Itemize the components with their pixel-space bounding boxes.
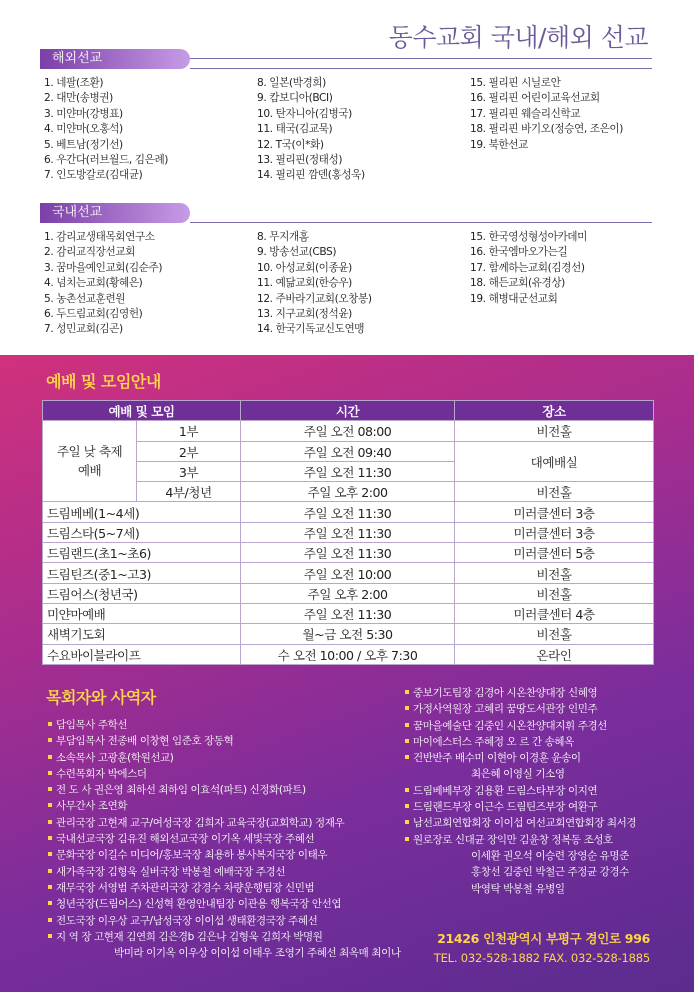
staff-row [405, 815, 636, 831]
table-row [43, 522, 654, 542]
table-row [43, 644, 654, 664]
bullet-icon [405, 755, 409, 759]
table-row [43, 603, 654, 623]
service-place: 미러클센터 3층 [455, 522, 654, 542]
church-phone-fax: TEL. 032-528-1882 FAX. 032-528-1885 [433, 951, 650, 965]
service-name: 드림어스(청년국) [43, 583, 241, 603]
overseas-list-col3 [470, 76, 623, 153]
list-item: 2. 대만(송병권) [44, 92, 113, 105]
staff-list-left [48, 717, 401, 961]
list-item: 6. 두드림교회(김영헌) [44, 307, 143, 320]
staff-entry: 지 역 장 고현재 김연희 김은경b 김은나 김형욱 김희자 박명원 [56, 930, 323, 943]
staff-entry: 드림랜드부장 이근수 드림틴즈부장 여환구 [413, 801, 598, 814]
list-item: 5. 농촌선교훈련원 [44, 292, 126, 305]
header-place: 장소 [455, 401, 654, 421]
bullet-icon [48, 722, 52, 726]
staff-title: 목회자와 사역자 [46, 688, 156, 707]
bullet-icon [405, 690, 409, 694]
overseas-list-col1 [44, 76, 168, 184]
list-item: 14. 한국기독교신도연맹 [257, 323, 365, 336]
staff-row [405, 864, 636, 880]
service-place: 미러클센터 5층 [455, 543, 654, 563]
staff-row [405, 799, 636, 815]
list-item: 9. 캄보디아(BCI) [257, 92, 333, 105]
staff-entry: 마이에스터스 주혜정 오 르 간 송혜옥 [413, 735, 574, 748]
staff-entry: 중보기도팀장 김경아 시온찬양대장 신혜영 [413, 687, 598, 699]
staff-row [48, 847, 401, 863]
service-time: 주일 오전 10:00 [241, 563, 455, 583]
list-item: 2. 감리교직장선교회 [44, 246, 135, 259]
staff-entry: 새가족국장 김형욱 실버국장 박봉철 예배국장 주경선 [56, 865, 286, 878]
service-time: 주일 오전 11:30 [241, 603, 455, 623]
staff-row [48, 782, 401, 798]
service-time: 주일 오전 11:30 [241, 522, 455, 542]
staff-entry: 전도국장 이우상 교구/남성국장 이이섭 생태환경국장 주혜선 [56, 914, 318, 927]
staff-entry: 국내선교국장 김유진 해외선교국장 이기옥 세빛국장 주혜선 [56, 833, 315, 846]
list-item: 8. 무지개홈 [257, 231, 309, 243]
staff-entry: 홍창선 김중인 박철근 주정균 강경수 [471, 866, 629, 879]
staff-entry: 관리국장 고현재 교구/여성국장 김희자 교육국장(교회학교) 정재우 [56, 816, 345, 829]
table-row [43, 502, 654, 522]
list-item: 19. 북한선교 [470, 138, 528, 151]
domestic-label: 국내선교 [40, 203, 190, 223]
service-time: 주일 오후 2:00 [241, 482, 455, 502]
bullet-icon [48, 934, 52, 938]
service-part: 2부 [137, 441, 241, 461]
header-service: 예배 및 모임 [43, 401, 241, 421]
domestic-list-col1 [44, 230, 162, 338]
service-place: 미러클센터 3층 [455, 502, 654, 522]
service-name: 수요바이블라이프 [43, 644, 241, 664]
overseas-divider [190, 68, 652, 69]
service-place: 비전홀 [455, 624, 654, 644]
staff-entry: 전 도 사 권은영 최하선 최하임 이효석(파트) 신정화(파트) [56, 784, 306, 797]
staff-entry: 건반반주 배수미 이현아 이경훈 윤송이 [413, 752, 581, 765]
worship-title: 예배 및 모임안내 [46, 372, 161, 391]
service-place: 미러클센터 4층 [455, 603, 654, 623]
list-item: 1. 네팔(조환) [44, 77, 104, 89]
staff-row [48, 766, 401, 782]
staff-row [48, 913, 401, 929]
list-item: 16. 필리핀 어린이교육선교회 [470, 92, 600, 105]
staff-entry: 꿈마을예술단 김중인 시온찬양대지휘 주경선 [413, 719, 607, 732]
service-place: 비전홀 [455, 421, 654, 441]
staff-entry: 부담임목사 전종배 이창현 임준호 장동혁 [56, 735, 234, 748]
staff-row [48, 896, 401, 912]
bullet-icon [405, 820, 409, 824]
list-item: 15. 필리핀 시닐로안 [470, 77, 561, 89]
list-item: 10. 아성교회(이종윤) [257, 261, 352, 274]
list-item: 4. 미얀마(오홍석) [44, 123, 123, 136]
staff-row [48, 815, 401, 831]
bullet-icon [405, 739, 409, 743]
domestic-list-col3 [470, 230, 587, 307]
table-row [43, 583, 654, 603]
service-time: 주일 오전 11:30 [241, 502, 455, 522]
staff-row [48, 717, 401, 733]
staff-entry: 수련목회자 박에스더 [56, 767, 147, 780]
bullet-icon [48, 901, 52, 905]
sunday-service-group: 주일 낮 축제 예배 [43, 421, 137, 502]
list-item: 14. 필리핀 깜덴(홍성욱) [257, 169, 365, 182]
list-item: 7. 인도방갈로(김대균) [44, 169, 143, 182]
table-row [43, 563, 654, 583]
service-time: 월~금 오전 5:30 [241, 624, 455, 644]
service-name: 드림랜드(초1~초6) [43, 543, 241, 563]
service-part: 3부 [137, 461, 241, 481]
list-item: 8. 일본(박경희) [257, 77, 326, 89]
service-place: 온라인 [455, 644, 654, 664]
service-name: 새벽기도회 [43, 624, 241, 644]
list-item: 18. 해든교회(유경상) [470, 277, 565, 290]
list-item: 5. 베트남(정기선) [44, 138, 123, 151]
list-item: 17. 필리핀 웨슬리신학교 [470, 107, 581, 120]
bullet-icon [48, 869, 52, 873]
staff-entry: 재무국장 서영범 주차관리국장 강경수 차량운행팀장 신민범 [56, 881, 315, 894]
list-item: 11. 태국(김교묵) [257, 123, 333, 136]
staff-entry: 남선교회연합회장 이이섭 여선교회연합회장 최서경 [413, 817, 637, 830]
list-item: 10. 탄자니아(김병국) [257, 107, 352, 120]
service-time: 주일 오후 2:00 [241, 583, 455, 603]
staff-entry: 담임목사 주학선 [56, 719, 128, 731]
staff-entry: 박미라 이기옥 이우상 이이섭 이태우 조영기 주혜선 최옥매 최이나 [114, 947, 401, 960]
staff-row [405, 701, 636, 717]
service-place: 비전홀 [455, 583, 654, 603]
bullet-icon [405, 723, 409, 727]
list-item: 1. 감리교생태목회연구소 [44, 231, 155, 243]
bullet-icon [48, 755, 52, 759]
list-item: 18. 필리핀 바기오(정승연, 조은이) [470, 123, 623, 136]
list-item: 15. 한국영성형성아카데미 [470, 231, 587, 243]
staff-entry: 사무간사 조연화 [56, 800, 128, 813]
worship-schedule-table [42, 400, 654, 665]
list-item: 16. 한국엠마오가는길 [470, 246, 568, 259]
list-item: 12. 주바라기교회(오창봉) [257, 292, 372, 305]
service-place: 대예배실 [455, 441, 654, 482]
list-item: 4. 넘치는교회(황혜은) [44, 277, 143, 290]
list-item: 17. 함께하는교회(김경선) [470, 261, 585, 274]
bullet-icon [405, 837, 409, 841]
list-item: 19. 해병대군선교회 [470, 292, 558, 305]
table-row [43, 543, 654, 563]
list-item: 12. T국(이*화) [257, 138, 324, 151]
staff-row [48, 864, 401, 880]
list-item: 3. 미얀마(강병표) [44, 107, 123, 120]
staff-entry: 문화국장 이길수 미디어/홍보국장 최용하 봉사복지국장 이태우 [56, 849, 328, 862]
table-row [43, 421, 654, 441]
bullet-icon [48, 803, 52, 807]
staff-row [48, 831, 401, 847]
service-name: 드림틴즈(중1~고3) [43, 563, 241, 583]
bullet-icon [48, 787, 52, 791]
list-item: 13. 지구교회(정석윤) [257, 307, 352, 320]
staff-row [48, 880, 401, 896]
staff-row [405, 766, 636, 782]
bullet-icon [405, 706, 409, 710]
bullet-icon [48, 852, 52, 856]
service-place: 비전홀 [455, 563, 654, 583]
service-name: 드림베베(1~4세) [43, 502, 241, 522]
list-item: 7. 성민교회(김곤) [44, 323, 123, 336]
staff-row [48, 733, 401, 749]
service-place: 비전홀 [455, 482, 654, 502]
worship-and-staff-section [0, 355, 694, 992]
overseas-label: 해외선교 [40, 49, 190, 69]
staff-row [48, 929, 401, 945]
staff-row [48, 750, 401, 766]
staff-entry: 이세환 권오석 이승련 장영순 유명준 [471, 849, 629, 862]
staff-row [405, 685, 636, 701]
list-item: 13. 필리핀(정태성) [257, 153, 343, 166]
staff-entry: 박영탁 박봉철 유병일 [471, 882, 565, 895]
domestic-list-col2 [257, 230, 372, 338]
staff-entry: 원로장로 신대균 장익만 김윤창 정복동 조성호 [413, 833, 613, 846]
page-title: 동수교회 국내/해외 선교 [388, 23, 648, 52]
bullet-icon [405, 788, 409, 792]
staff-row [405, 783, 636, 799]
overseas-heading [40, 49, 652, 69]
list-item: 11. 예닮교회(한승우) [257, 277, 352, 290]
list-item: 3. 꿈마을예인교회(김순주) [44, 261, 163, 274]
church-address: 21426 인천광역시 부평구 경인로 996 [437, 931, 650, 946]
bullet-icon [48, 771, 52, 775]
staff-row [405, 718, 636, 734]
staff-row [48, 945, 401, 961]
staff-entry: 최은혜 이영실 기소영 [471, 768, 565, 781]
service-name: 드림스타(5~7세) [43, 522, 241, 542]
service-time: 주일 오전 11:30 [241, 461, 455, 481]
staff-row [405, 734, 636, 750]
service-part: 1부 [137, 421, 241, 441]
church-contact [434, 929, 650, 965]
service-time: 수 오전 10:00 / 오후 7:30 [241, 644, 455, 664]
service-time: 주일 오전 11:30 [241, 543, 455, 563]
bullet-icon [405, 804, 409, 808]
staff-row [405, 832, 636, 848]
staff-row [405, 848, 636, 864]
staff-row [405, 750, 636, 766]
staff-row [405, 881, 636, 897]
list-item: 6. 우간다(러브월드, 김은례) [44, 153, 169, 166]
overseas-list-col2 [257, 76, 365, 184]
bullet-icon [48, 836, 52, 840]
staff-entry: 가정사역원장 고혜리 꿈땅도서관장 인민주 [413, 703, 598, 716]
staff-entry: 드림베베부장 김용환 드림스타부장 이지연 [413, 784, 598, 797]
staff-list-right [405, 685, 636, 897]
bullet-icon [48, 820, 52, 824]
staff-entry: 소속목사 고광훈(학원선교) [56, 751, 174, 764]
domestic-heading [40, 203, 652, 223]
staff-entry: 청년국장(드림어스) 신성혁 환영안내팀장 이관용 행복국장 안선엽 [56, 898, 342, 911]
service-time: 주일 오전 08:00 [241, 421, 455, 441]
bullet-icon [48, 885, 52, 889]
service-name: 미얀마예배 [43, 603, 241, 623]
bullet-icon [48, 738, 52, 742]
list-item: 9. 방송선교(CBS) [257, 246, 337, 259]
bullet-icon [48, 918, 52, 922]
table-header-row [43, 401, 654, 421]
service-time: 주일 오전 09:40 [241, 441, 455, 461]
staff-row [48, 798, 401, 814]
service-part: 4부/청년 [137, 482, 241, 502]
domestic-divider [190, 222, 652, 223]
table-row [43, 624, 654, 644]
header-time: 시간 [241, 401, 455, 421]
missions-section [0, 0, 694, 355]
